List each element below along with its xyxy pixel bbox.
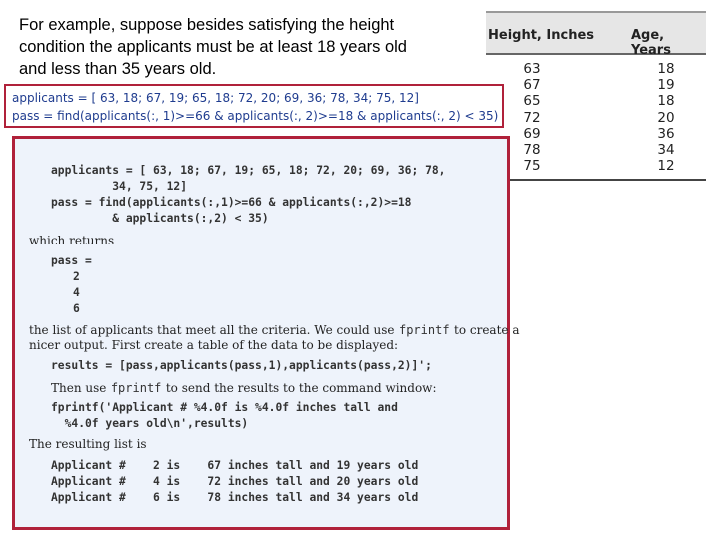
pass-value: 4: [73, 286, 80, 299]
applicants-table: [486, 11, 706, 182]
table-header: [486, 11, 706, 58]
age-cell: 19: [657, 77, 675, 94]
textbook-excerpt-panel: [12, 136, 520, 530]
age-cell: 18: [657, 61, 675, 77]
fprintf-line-1: fprintf('Applicant # %4.0f is %4.0f inches tall and: [51, 401, 398, 414]
height-cell: 67: [523, 77, 541, 94]
pass-value: 2: [73, 270, 80, 283]
which-returns-text: which returns: [29, 234, 115, 244]
age-column-header: Age, Years: [631, 28, 671, 58]
code-line-4: & applicants(:,2) < 35): [51, 212, 269, 225]
age-cell: 18: [657, 93, 675, 110]
height-cell: 75: [523, 158, 541, 175]
paragraph-line-1: [29, 321, 519, 339]
height-cell: 65: [523, 93, 541, 110]
fprintf-line-2: %4.0f years old\n',results): [51, 417, 249, 430]
age-cell: 12: [657, 158, 675, 175]
para1-text: the list of applicants that meet all the criteria. We could use: [29, 323, 395, 337]
table-body: [486, 55, 706, 181]
resulting-list-text: The resulting list is: [29, 437, 147, 451]
height-column: [522, 61, 542, 174]
height-cell: 69: [523, 125, 541, 142]
intro-text: [19, 14, 479, 80]
height-cell: 78: [523, 142, 541, 159]
then-use-line: [51, 379, 437, 397]
age-cell: 34: [657, 142, 675, 159]
para1-code: fprintf: [398, 323, 450, 337]
paragraph-line-2: nicer output. First create a table of the data to be displayed:: [29, 338, 399, 352]
code-box-line-2: pass = find(applicants(:, 1)>=66 & applicants(:, 2)>=18 & applicants(:, 2) < 35): [12, 109, 499, 123]
intro-line-3: and less than 35 years old.: [19, 60, 217, 78]
results-code: results = [pass,applicants(pass,1),applicants(pass,2)]';: [51, 359, 432, 372]
intro-line-1: For example, suppose besides satisfying the height: [19, 16, 395, 34]
then-use-text: Then use: [51, 381, 107, 395]
code-line-1: applicants = [ 63, 18; 67, 19; 65, 18; 72, 20; 69, 36; 78,: [51, 164, 446, 177]
pass-value: 6: [73, 302, 80, 315]
code-box-line-1: applicants = [ 63, 18; 67, 19; 65, 18; 72, 20; 69, 36; 78, 34; 75, 12]: [12, 91, 419, 105]
age-cell: 20: [657, 109, 675, 126]
then-use-code: fprintf: [110, 381, 162, 395]
output-line: Applicant # 6 is 78 inches tall and 34 years old: [51, 491, 419, 504]
output-line: Applicant # 4 is 72 inches tall and 20 years old: [51, 475, 419, 488]
pass-label: pass =: [51, 254, 92, 267]
intro-line-2: condition the applicants must be at least 18 years old: [19, 38, 407, 56]
para1-end-text: to create a: [454, 323, 520, 337]
height-cell: 72: [523, 109, 541, 126]
output-line: Applicant # 2 is 67 inches tall and 19 years old: [51, 459, 419, 472]
age-cell: 36: [657, 125, 675, 142]
height-cell: 63: [523, 61, 541, 77]
then-use-end-text: to send the results to the command window:: [165, 381, 437, 395]
code-line-3: pass = find(applicants(:,1)>=66 & applicants(:,2)>=18: [51, 196, 412, 209]
height-column-header: Height, Inches: [488, 28, 594, 43]
code-box: [4, 84, 504, 128]
code-line-2: 34, 75, 12]: [51, 180, 188, 193]
age-column: [656, 61, 676, 174]
